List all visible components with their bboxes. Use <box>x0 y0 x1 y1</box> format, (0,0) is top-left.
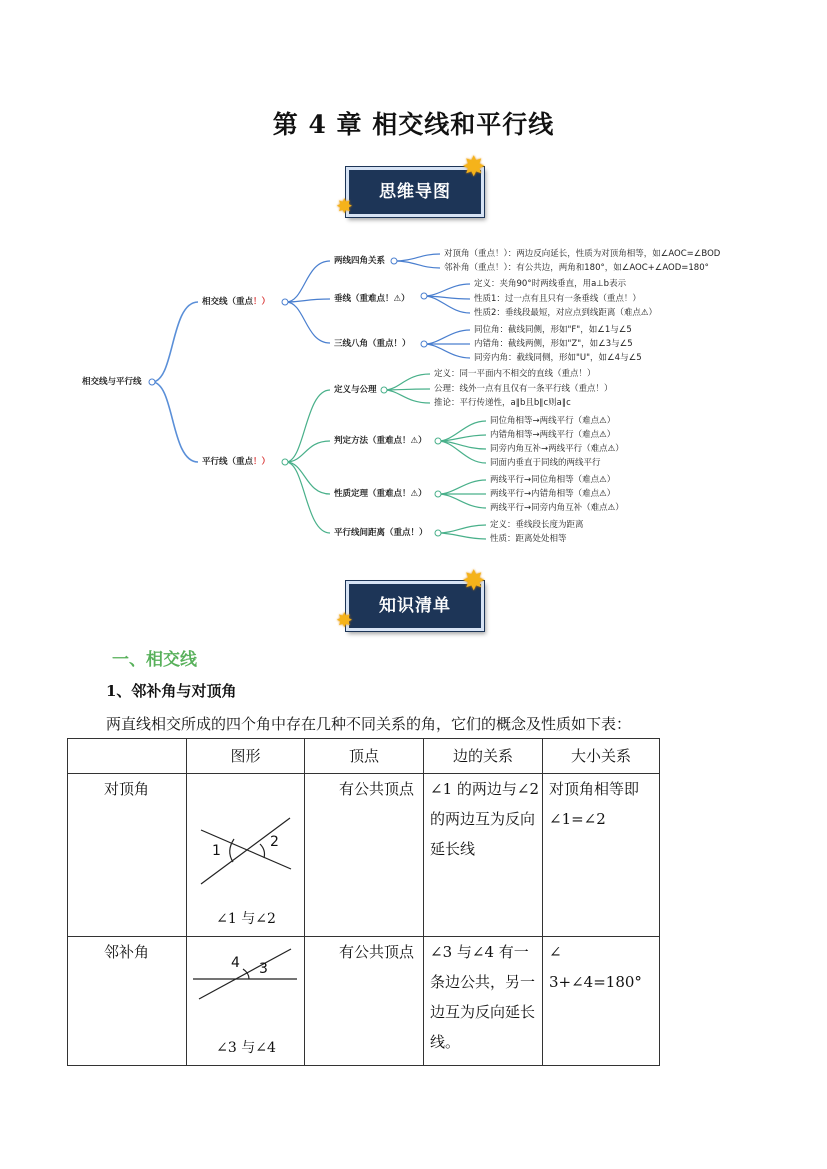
figure-caption: ∠1 与∠2 <box>216 911 276 927</box>
mindmap-leaf: 性质2：垂线段最短，对应点到线距离（难点⚠） <box>474 308 658 318</box>
mindmap-leaf: 邻补角（重点！）：有公共边，两角和180°，如∠AOC+∠AOD=180° <box>444 263 709 273</box>
table-header: 边的关系 <box>424 739 543 774</box>
star-icon: ✸ <box>336 608 353 632</box>
mindmap-leaf: 定义：垂线段长度为距离 <box>490 520 584 530</box>
page-title: 第 4 章 相交线和平行线 <box>272 110 555 139</box>
edges-cell: ∠3 与∠4 有一条边公共，另一边互为反向延长线。 <box>424 937 543 1066</box>
table-row <box>68 774 660 937</box>
table-row <box>68 937 660 1066</box>
vertex-cell: 有公共顶点 <box>305 774 424 937</box>
intro-paragraph: 两直线相交所成的四个角中存在几种不同关系的角，它们的概念及性质如下表： <box>106 715 632 733</box>
mindmap-leaf: 内错角：截线两侧，形如"Z"，如∠3与∠5 <box>474 339 633 349</box>
figure-cell <box>187 774 305 937</box>
angle-label: 4 <box>231 955 240 971</box>
angle-relations-table <box>67 738 660 1066</box>
mindmap-leaf: 同面内垂直于同线的两线平行 <box>490 458 601 468</box>
mindmap-leaf: 两线平行→内错角相等（难点⚠） <box>490 489 616 499</box>
row-name: 邻补角 <box>68 937 187 1066</box>
mindmap-leaf: 推论：平行传递性，a∥b且b∥c则a∥c <box>434 398 571 408</box>
mindmap-leaf: 性质1：过一点有且只有一条垂线（重点！） <box>474 294 641 304</box>
mindmap-node: 两线四角关系 <box>334 256 386 266</box>
star-icon: ✸ <box>462 150 486 183</box>
figure-caption: ∠3 与∠4 <box>216 1040 276 1056</box>
star-icon: ✸ <box>336 194 353 218</box>
mindmap-leaf: 两线平行→同位角相等（难点⚠） <box>490 475 616 485</box>
mindmap-node: 性质定理（重难点！⚠） <box>334 489 427 499</box>
mindmap-node: 三线八角（重点！） <box>334 339 411 349</box>
mindmap-leaf: 同旁内角互补→两线平行（难点⚠） <box>490 444 624 454</box>
angle-label: 3 <box>259 961 268 977</box>
edges-cell: ∠1 的两边与∠2 的两边互为反向延长线 <box>424 774 543 937</box>
knowledge-banner: 知识清单 <box>346 581 484 631</box>
mindmap-leaf: 性质：距离处处相等 <box>490 534 567 544</box>
mindmap-leaf: 定义：同一平面内不相交的直线（重点！） <box>434 369 596 379</box>
row-name: 对顶角 <box>68 774 187 937</box>
mindmap-node: 判定方法（重难点！⚠） <box>334 436 427 446</box>
mindmap-branch-parallel: 平行线（重点！） <box>202 457 271 467</box>
mindmap-branch-intersecting: 相交线（重点！） <box>202 297 271 307</box>
angle-label: 1 <box>212 843 221 859</box>
table-header-row <box>68 739 660 774</box>
mindmap-connectors <box>0 230 827 550</box>
mindmap-leaf: 同位角相等→两线平行（难点⚠） <box>490 416 616 426</box>
angle-label: 2 <box>270 834 279 850</box>
mindmap-node: 平行线间距离（重点！） <box>334 528 428 538</box>
star-icon: ✸ <box>462 564 486 597</box>
mindmap-leaf: 公理：线外一点有且仅有一条平行线（重点！） <box>434 384 613 394</box>
vertex-cell: 有公共顶点 <box>305 937 424 1066</box>
mindmap-root: 相交线与平行线 <box>82 377 142 387</box>
mindmap-leaf: 同旁内角：截线同侧，形如"U"，如∠4与∠5 <box>474 353 642 363</box>
mindmap-node: 定义与公理 <box>334 385 377 395</box>
size-cell: ∠ 3+∠4=180° <box>543 937 660 1066</box>
figure-cell <box>187 937 305 1066</box>
table-header <box>68 739 187 774</box>
subsection-heading: 1、邻补角与对顶角 <box>106 682 237 700</box>
mindmap-banner: 思维导图 <box>346 167 484 217</box>
section-heading: 一、相交线 <box>112 650 197 670</box>
mindmap-leaf: 内错角相等→两线平行（难点⚠） <box>490 430 616 440</box>
mindmap-leaf: 对顶角（重点！）：两边反向延长，性质为对顶角相等，如∠AOC=∠BOD <box>444 249 721 259</box>
size-cell: 对顶角相等即∠1=∠2 <box>543 774 660 937</box>
mindmap-leaf: 定义：夹角90°时两线垂直，用a⊥b表示 <box>474 279 627 289</box>
table-header: 大小关系 <box>543 739 660 774</box>
mindmap-leaf: 两线平行→同旁内角互补（难点⚠） <box>490 503 624 513</box>
mindmap-leaf: 同位角：截线同侧，形如"F"，如∠1与∠5 <box>474 325 632 335</box>
table-header: 图形 <box>187 739 305 774</box>
mindmap-node: 垂线（重难点！⚠） <box>334 294 410 304</box>
table-header: 顶点 <box>305 739 424 774</box>
